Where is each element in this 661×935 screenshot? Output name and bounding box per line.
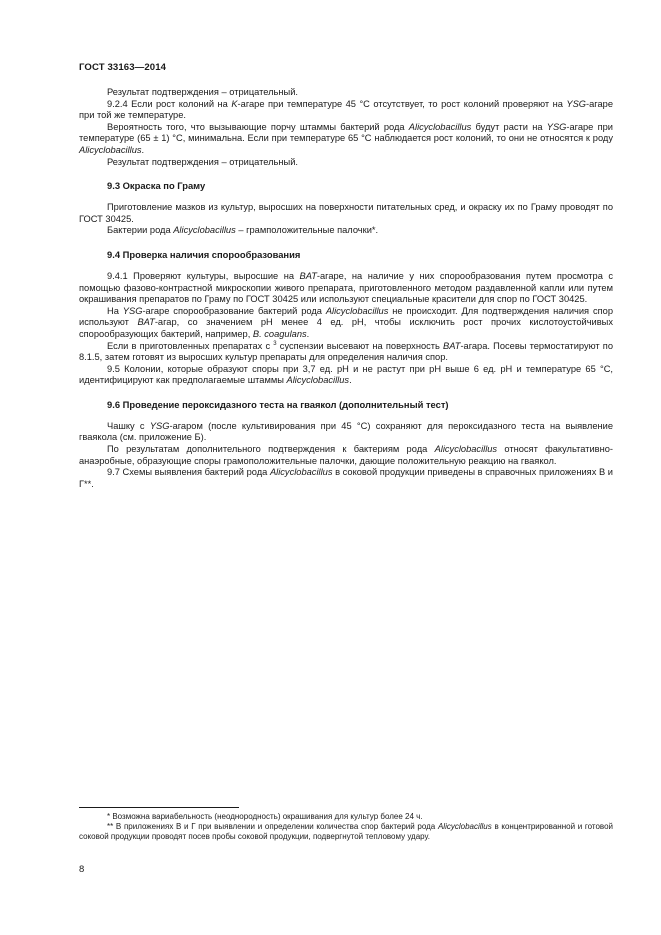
paragraph-9-5: 9.5 Колонии, которые образуют споры при 3,7 ед. pH и не растут при pH выше 6 ед. pH и температуре 65 °С, идентифицируют как предполагаемые штаммы Alicyclobacillus. — [79, 363, 613, 386]
paragraph: Бактерии рода Alicyclobacillus – грамположительные палочки*. — [107, 225, 379, 236]
paragraph-9-4-1: 9.4.1 Проверяют культуры, выросшие на BAT-агаре, на наличие у них спорообразования путем просмотра с помощью фазово-контрастной микроскопии живого препарата, приготовленного методом раздавленной капли или путем окрашивания препаратов по Граму по ГОСТ 30425 или используют специальные красители для спор по ГОСТ 30425. — [79, 270, 614, 305]
footnotes — [79, 812, 613, 842]
section-heading-9-6: 9.6 Проведение пероксидазного теста на гваякол (дополнительный тест) — [107, 398, 449, 410]
body-text — [79, 87, 613, 490]
document-header: ГОСТ 33163—2014 — [79, 62, 167, 73]
footnote-divider — [79, 807, 239, 808]
paragraph: По результатам дополнительного подтверждения к бактериям рода Alicyclobacillus относят факультативно-анаэробные, образующие споры грамоположительные палочки, дающие положительную реакцию на гваякол. — [79, 444, 613, 466]
page-number: 8 — [79, 864, 85, 875]
section-heading-9-4: 9.4 Проверка наличия спорообразования — [107, 248, 301, 260]
section-heading-9-3: 9.3 Окраска по Граму — [107, 180, 206, 192]
paragraph: Приготовление мазков из культур, выросших на поверхности питательных сред, и окраску их по Граму проводят по ГОСТ 30425. — [79, 202, 613, 224]
paragraph-9-7: 9.7 Схемы выявления бактерий рода Alicyclobacillus в соковой продукции приведены в справочных приложениях В и Г**. — [79, 467, 613, 489]
footnote-2: ** В приложениях В и Г при выявлении и определении количества спор бактерий рода Alicyclobacillus в концентрированной и готовой соковой продукции проводят посев пробы соковой продукции, подвергнутой тепловому удару. — [79, 822, 613, 841]
paragraph: Чашку с YSG-агаром (после культивирования при 45 °С) сохраняют для пероксидазного теста на выявление гваякола (см. приложение Б). — [79, 420, 613, 443]
paragraph-9-2-4: 9.2.4 Если рост колоний на K-агаре при температуре 45 °С отсутствует, то рост колоний проверяют на YSG-агаре при той же температуре. — [79, 98, 613, 121]
paragraph: Результат подтверждения – отрицательный. — [107, 87, 298, 97]
footnote-1: * Возможна вариабельность (неоднородность) окрашивания для культур более 24 ч. — [107, 812, 423, 821]
paragraph: Если в приготовленных препаратах с $^3$ суспензии высевают на поверхность BAT-агара. Посевы термостатируют по 8.1.5, затем готовят из выросших культур препараты для определения наличия спор. — [79, 340, 614, 363]
paragraph: Вероятность того, что вызывающие порчу штаммы бактерий рода Alicyclobacillus будут расти на YSG-агаре при температуре (65 ± 1) °С, минимальна. Если при температуре 65 °С наблюдается рост колоний, то они не относятся к роду Alicyclobacillus. — [79, 121, 613, 155]
paragraph: Результат подтверждения – отрицательный. — [107, 156, 298, 167]
paragraph: На YSG-агаре спорообразование бактерий рода Alicyclobacillus не происходит. Для подтверждения наличия спор используют BAT-агар, со значением pH менее 4 ед. pH, чтобы исключить рост прочих кислотоустойчивых спорообразующих бактерий, например, B. coagulans. — [79, 305, 614, 339]
